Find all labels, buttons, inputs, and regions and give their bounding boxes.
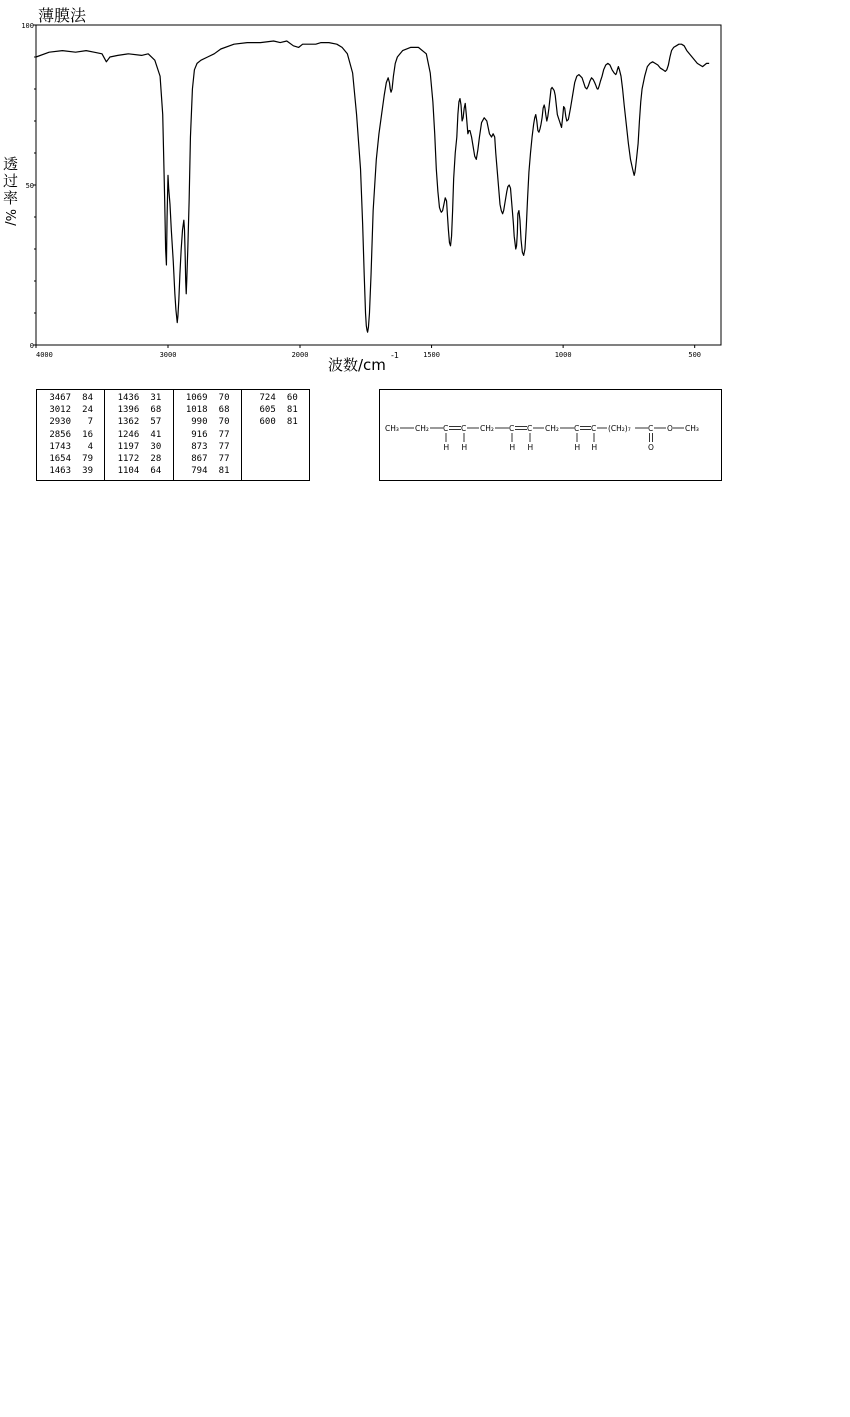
x-tick-label: 500: [688, 351, 702, 359]
peak-wavenumber: 1069: [185, 393, 208, 403]
peak-wavenumber: 605: [259, 405, 276, 416]
peak-wavenumber: 724: [259, 393, 276, 403]
peak-row: [174, 416, 241, 428]
peak-transmittance: 81: [218, 466, 230, 477]
peak-row: [242, 404, 309, 416]
peak-row: [174, 392, 241, 404]
peak-transmittance: 79: [82, 454, 93, 465]
peak-wavenumber: 1362: [117, 417, 140, 428]
peak-transmittance: 68: [218, 405, 230, 416]
atom-h: H: [443, 443, 450, 452]
peak-wavenumber: 873: [191, 441, 208, 452]
peak-transmittance: 81: [286, 405, 298, 416]
atom-h: H: [574, 443, 581, 452]
peak-row: [105, 392, 172, 404]
peak-wavenumber: 1197: [117, 441, 140, 452]
x-tick-label: 1500: [423, 351, 440, 359]
peak-wavenumber: 1436: [117, 393, 140, 403]
peak-transmittance: 77: [218, 454, 230, 465]
atom-h: H: [591, 443, 598, 452]
peak-row: [105, 404, 172, 416]
atom-c-carbonyl: C: [648, 424, 654, 433]
peak-wavenumber: 867: [191, 454, 208, 465]
y-axis-label-char-3: 率: [3, 189, 19, 207]
peak-transmittance: 57: [150, 417, 162, 428]
y-axis-label-char-2: 过: [3, 172, 19, 190]
peak-row: [37, 429, 104, 441]
atom-c-alkene: C: [461, 424, 467, 433]
peak-row: [174, 453, 241, 465]
x-tick-label: 1000: [554, 351, 572, 359]
peak-row: [37, 404, 104, 416]
peak-transmittance: 81: [286, 417, 298, 428]
peak-column: [105, 390, 173, 480]
peak-wavenumber: 1463: [49, 466, 71, 477]
y-axis-label-char-1: 透: [3, 155, 19, 173]
peak-row: [37, 441, 104, 453]
atom-o-carbonyl: O: [648, 443, 654, 452]
structure-formula: [380, 390, 721, 480]
peak-transmittance: 41: [150, 429, 162, 440]
peak-transmittance: 84: [82, 393, 93, 403]
atom-c-alkene: C: [574, 424, 580, 433]
peak-column: [37, 390, 105, 480]
peak-wavenumber: 1246: [117, 429, 140, 440]
peak-wavenumber: 600: [259, 417, 276, 428]
peak-table: [36, 389, 310, 481]
atom-ch2: CH₂: [545, 424, 559, 433]
peak-wavenumber: 1396: [117, 405, 140, 416]
peak-transmittance: 28: [150, 454, 162, 465]
atom-ch2: CH₂: [415, 424, 429, 433]
atom-c-alkene: C: [527, 424, 533, 433]
x-tick-label: 3000: [159, 351, 177, 359]
peak-wavenumber: 1172: [117, 454, 140, 465]
peak-row: [37, 465, 104, 477]
y-axis-ticks: [21, 22, 36, 350]
peak-column: [242, 390, 309, 480]
peak-wavenumber: 916: [191, 429, 208, 440]
y-tick-label: 0: [29, 342, 34, 350]
peak-wavenumber: 990: [191, 417, 208, 428]
y-tick-label: 50: [25, 182, 34, 190]
peak-transmittance: 4: [87, 441, 93, 452]
peak-row: [37, 453, 104, 465]
peak-transmittance: 31: [150, 393, 162, 403]
peak-row: [37, 392, 104, 404]
peak-transmittance: 16: [82, 429, 93, 440]
atom-c-alkene: C: [591, 424, 597, 433]
atom-c-alkene: C: [443, 424, 449, 433]
peak-wavenumber: 2930: [49, 417, 71, 428]
peak-transmittance: 70: [218, 417, 230, 428]
ir-spectrum-chart: [0, 0, 850, 380]
peak-transmittance: 77: [218, 429, 230, 440]
y-tick-label: 100: [21, 22, 34, 30]
peak-transmittance: 70: [218, 393, 230, 403]
atom-ch2: CH₂: [480, 424, 494, 433]
atom-h: H: [509, 443, 516, 452]
peak-row: [105, 416, 172, 428]
peak-transmittance: 24: [82, 405, 93, 416]
peak-row: [37, 416, 104, 428]
peak-transmittance: 64: [150, 466, 162, 477]
peak-wavenumber: 1743: [49, 441, 71, 452]
peak-transmittance: 77: [218, 441, 230, 452]
peak-row: [242, 392, 309, 404]
peak-wavenumber: 3012: [49, 405, 71, 416]
structure-box: [379, 389, 722, 481]
y-axis-label-unit: %/: [2, 209, 17, 226]
peak-row: [174, 429, 241, 441]
peak-row: [174, 465, 241, 477]
peak-row: [105, 453, 172, 465]
peak-row: [174, 441, 241, 453]
spectrum-line: [36, 41, 709, 332]
peak-transmittance: 39: [82, 466, 93, 477]
atom-h: H: [527, 443, 534, 452]
peak-wavenumber: 1104: [117, 466, 140, 477]
x-axis-label-superscript: -1: [391, 351, 399, 360]
x-tick-label: 4000: [36, 351, 53, 359]
peak-transmittance: 7: [87, 417, 93, 428]
peak-row: [105, 441, 172, 453]
peak-transmittance: 68: [150, 405, 162, 416]
peak-row: [105, 465, 172, 477]
peak-row: [105, 429, 172, 441]
peak-column: [174, 390, 242, 480]
peak-wavenumber: 1654: [49, 454, 71, 465]
x-tick-label: 2000: [291, 351, 309, 359]
plot-frame: [36, 25, 721, 345]
peak-wavenumber: 2856: [49, 429, 71, 440]
peak-wavenumber: 1018: [185, 405, 208, 416]
atom-o-ester: O: [667, 424, 673, 433]
peak-row: [242, 416, 309, 428]
page-title: 薄膜法: [38, 6, 87, 25]
atom-c-alkene: C: [509, 424, 515, 433]
peak-wavenumber: 3467: [49, 393, 71, 403]
chain-ch2-n: (CH₂)₇: [608, 424, 631, 433]
peak-wavenumber: 794: [191, 466, 208, 477]
atom-ch3-end: CH₃: [685, 424, 699, 433]
peak-transmittance: 60: [286, 393, 298, 403]
x-axis-label: 波数/cm: [328, 356, 386, 374]
atom-ch3-start: CH₃: [385, 424, 399, 433]
peak-transmittance: 30: [150, 441, 162, 452]
peak-row: [174, 404, 241, 416]
atom-h: H: [461, 443, 468, 452]
